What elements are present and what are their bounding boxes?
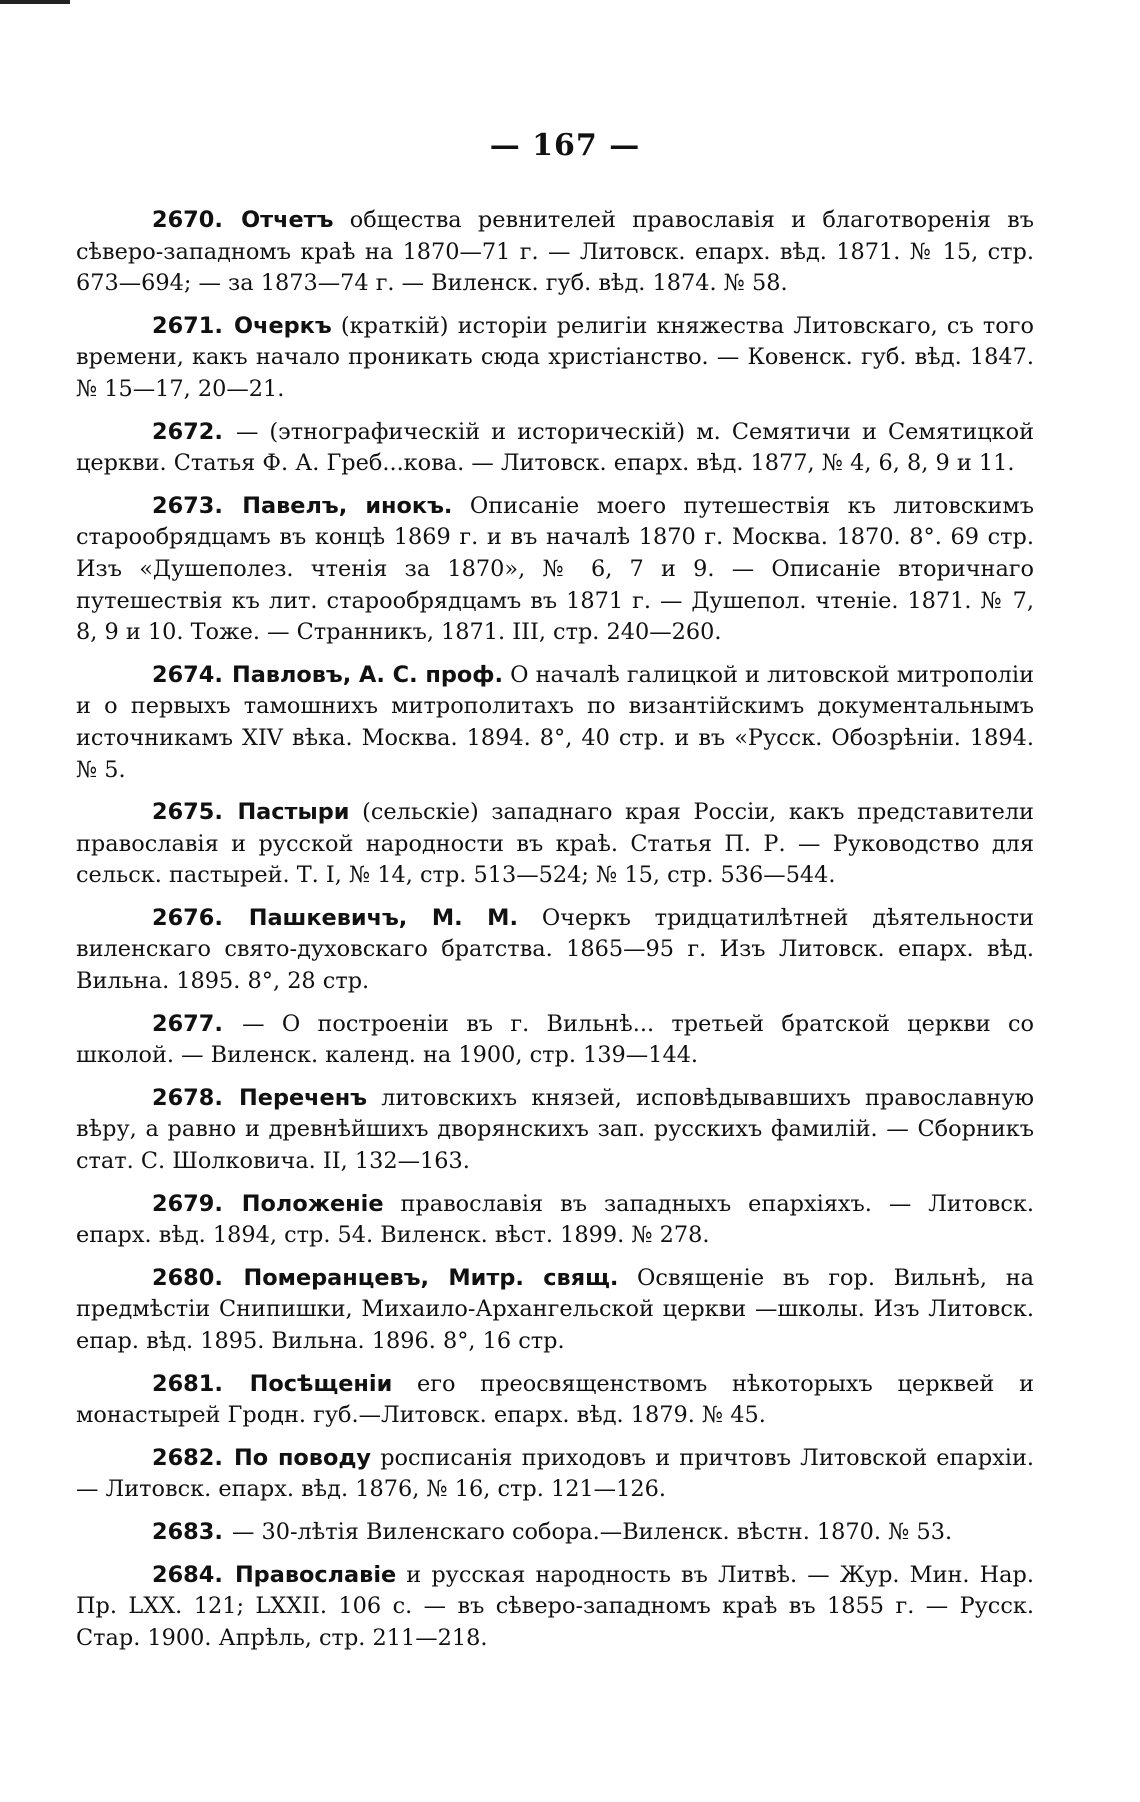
bibliography-entry (76, 311, 1034, 406)
entry-heading: Пашкевичъ, М. М. (248, 904, 518, 931)
bibliography-entry (76, 417, 1034, 480)
bibliography-entry (76, 1189, 1034, 1252)
entry-number: 2680. (152, 1264, 223, 1291)
entry-text: общества ревнителей православія и благотворенія въ сѣверо-западномъ краѣ на 1870—71 г. — Литовск. епарх. вѣд. 1871. № 15, стр. 673—694; — за 1873—74 г. — Виленск. губ. вѣд. 1874. № 58. (76, 207, 1034, 297)
entry-text: его преосвященствомъ нѣкоторыхъ церквей и монастырей Гродн. губ.—Литовск. епарх. вѣд. 1879. № 45. (76, 1370, 1034, 1429)
entry-number: 2681. (152, 1370, 223, 1397)
entry-heading: Померанцевъ, Митр. свящ. (243, 1264, 619, 1291)
scan-edge-mark (0, 0, 70, 4)
entry-text: Освященіе въ гор. Вильнѣ, на предмѣстіи Снипишки, Михаило-Архангельской церкви —школы. Изъ Литовск. епар. вѣд. 1895. Вильна. 1896. 8°, 16 стр. (76, 1264, 1034, 1354)
entry-text: — (этнографическій и историческій) м. Семятичи и Семятицкой церкви. Статья Ф. А. Греб...кова. — Литовск. епарх. вѣд. 1877, № 4, 6, 8, 9 и 11. (76, 418, 1034, 477)
entry-text: литовскихъ князей, исповѣдывавшихъ православную вѣру, а равно и древнѣйшихъ дворянскихъ зап. русскихъ фамилій. — Сборникъ стат. С. Шолковича. II, 132—163. (76, 1084, 1034, 1175)
bibliography-entry (76, 1443, 1034, 1506)
entry-heading: Отчетъ (241, 207, 334, 233)
bibliography-entry (76, 1560, 1034, 1655)
entry-number: 2671. (152, 312, 223, 339)
entry-number: 2677. (152, 1010, 223, 1037)
bibliography-entry (76, 660, 1034, 786)
entry-heading: Очеркъ (234, 312, 332, 339)
entry-text: (сельскіе) западнаго края Россіи, какъ представители православія и русской народности въ краѣ. Статья П. Р. — Руководство для сельск. пастырей. Т. I, № 14, стр. 513—524; № 15, стр. 536—544. (76, 799, 1034, 889)
entry-number: 2673. (152, 492, 223, 519)
bibliography-entry (76, 1009, 1034, 1072)
entry-number: 2672. (152, 418, 223, 445)
entry-text: (краткій) исторіи религіи княжества Литовскаго, съ того времени, какъ начало проникать сюда христіанство. — Ковенск. губ. вѣд. 1847. № 15—17, 20—21. (76, 312, 1035, 402)
entry-heading: Переченъ (239, 1084, 368, 1111)
entry-heading: По поводу (233, 1444, 372, 1471)
bibliography-entry (76, 797, 1034, 892)
entry-heading: Павелъ, инокъ. (242, 492, 453, 519)
bibliography-entry (76, 1083, 1034, 1178)
entry-text: Описаніе моего путешествія къ литовскимъ старообрядцамъ въ концѣ 1869 г. и въ началѣ 1870 г. Москва. 1870. 8°. 69 стр. Изъ «Душеполез. чтенія за 1870», № 6, 7 и 9. — Описаніе вторичнаго путешествія къ лит. старообрядцамъ въ 1871 г. — Душепол. чтеніе. 1871. № 7, 8, 9 и 10. Тоже. — Странникъ, 1871. III, стр. 240—260. (76, 492, 1035, 646)
entry-text: Очеркъ тридцатилѣтней дѣятельности виленскаго свято-духовскаго братства. 1865—95 г. Изъ Литовск. епарх. вѣд. Вильна. 1895. 8°, 28 стр. (76, 904, 1034, 995)
page-number: — 167 — (489, 128, 641, 163)
bibliography-entry (76, 491, 1034, 649)
entry-number: 2678. (152, 1084, 223, 1111)
entry-number: 2684. (152, 1561, 223, 1588)
entry-text: — О построеніи въ г. Вильнѣ... третьей братской церкви со школой. — Виленск. календ. на 1900, стр. 139—144. (76, 1010, 1034, 1069)
entry-number: 2679. (152, 1190, 223, 1217)
entry-heading: Посѣщеніи (249, 1370, 393, 1397)
entry-heading: Павловъ, А. С. проф. (231, 661, 504, 688)
entry-text: О началѣ галицкой и литовской митрополіи и о первыхъ тамошнихъ митрополитахъ по византійскимъ документальнымъ источникамъ XIV вѣка. Москва. 1894. 8°, 40 стр. и въ «Русск. Обозрѣніи. 1894. № 5. (76, 661, 1034, 783)
entry-text: и русская народность въ Литвѣ. — Жур. Мин. Нар. Пр. LXX. 121; LXXII. 106 с. — въ сѣверо-западномъ краѣ въ 1855 г. — Русск. Стар. 1900. Апрѣль, стр. 211—218. (76, 1561, 1034, 1651)
entry-heading: Православіе (234, 1561, 397, 1588)
entry-heading: Пастыри (237, 799, 350, 826)
entry-heading: Положеніе (241, 1190, 384, 1217)
entry-number: 2675. (152, 799, 223, 826)
entry-text: росписанія приходовъ и причтовъ Литовской епархіи. — Литовск. епарх. вѣд. 1876, № 16, стр. 121—126. (76, 1444, 1034, 1503)
bibliography-entry (76, 1517, 1034, 1549)
entry-number: 2682. (152, 1444, 223, 1471)
entry-number: 2676. (152, 904, 223, 931)
entry-number: 2670. (152, 207, 223, 233)
entry-number: 2683. (152, 1518, 223, 1545)
bibliography-list (76, 205, 1034, 1654)
entry-text: православія въ западныхъ епархіяхъ. — Литовск. епарх. вѣд. 1894, стр. 54. Виленск. вѣст. 1899. № 278. (76, 1190, 1034, 1249)
bibliography-entry (76, 1263, 1034, 1358)
entry-number: 2674. (152, 661, 223, 688)
bibliography-entry (76, 205, 1034, 300)
book-page (76, 128, 1034, 1665)
entry-text: — 30-лѣтія Виленскаго собора.—Виленск. вѣстн. 1870. № 53. (231, 1518, 953, 1545)
bibliography-entry (76, 903, 1034, 998)
bibliography-entry (76, 1369, 1034, 1432)
